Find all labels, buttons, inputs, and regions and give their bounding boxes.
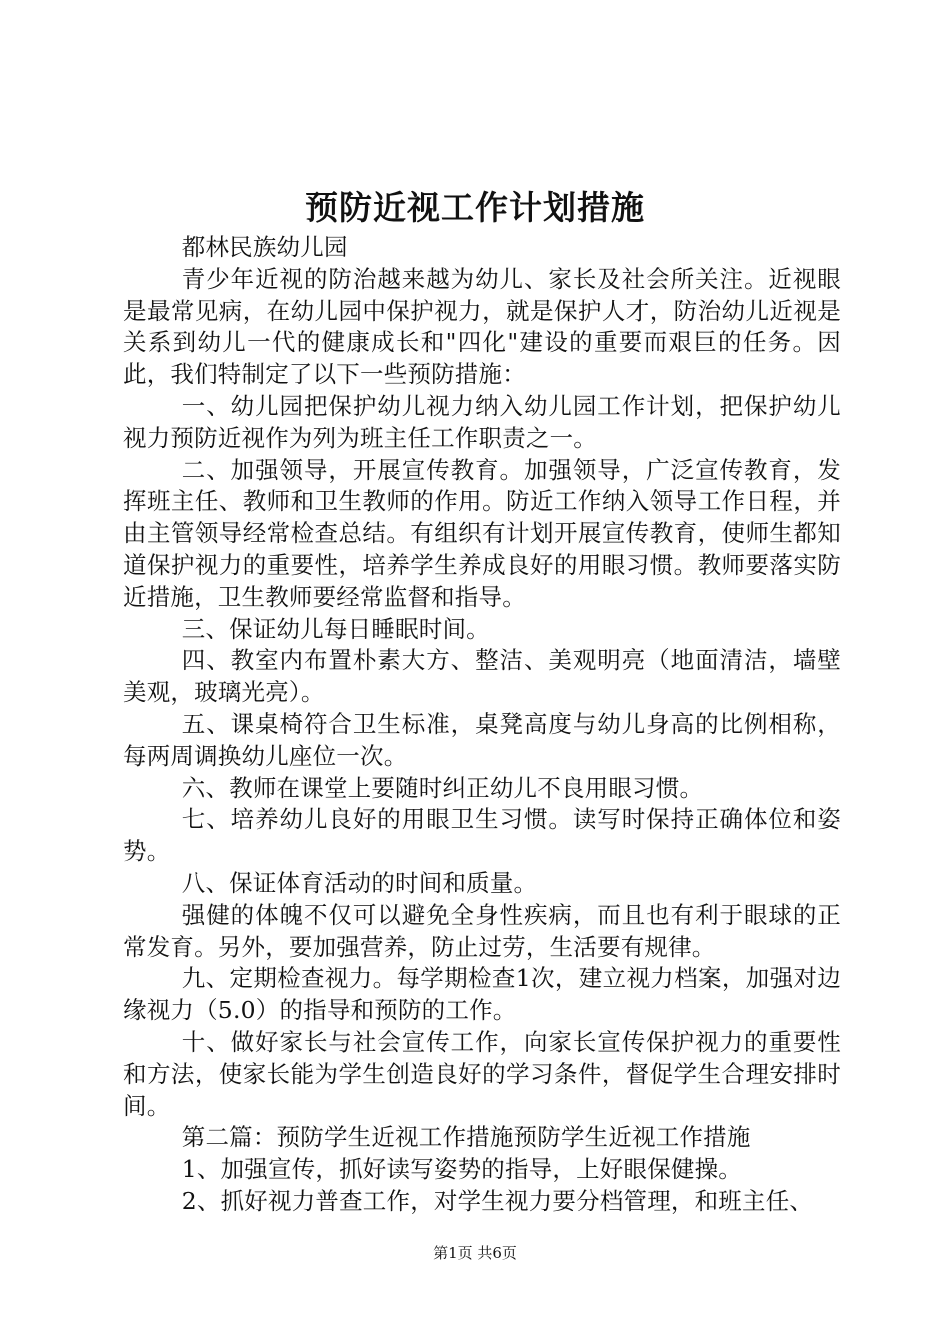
paragraph-item-9: 九、定期检查视力。每学期检查1次，建立视力档案，加强对边缘视力（5.0）的指导和预防的工作。 <box>123 964 841 1025</box>
paragraph-school-name: 都林民族幼儿园 <box>181 233 348 261</box>
paragraph-intro: 青少年近视的防治越来越为幼儿、家长及社会所关注。近视眼是最常见病，在幼儿园中保护视力，就是保护人才，防治幼儿近视是关系到幼儿一代的健康成长和"四化"建设的重要而艰巨的任务。因此，我们特制定了以下一些预防措施： <box>123 264 841 389</box>
document-body <box>123 232 841 1218</box>
page-footer: 第1页 共6页 <box>433 1244 517 1262</box>
paragraph-item-8-detail: 强健的体魄不仅可以避免全身性疾病，而且也有利于眼球的正常发育。另外，要加强营养，防止过劳，生活要有规律。 <box>123 900 841 961</box>
paragraph-item-6: 六、教师在课堂上要随时纠正幼儿不良用眼习惯。 <box>181 773 704 802</box>
paragraph-part-two-item-1: 1、加强宣传，抓好读写姿势的指导，上好眼保健操。 <box>181 1155 743 1184</box>
paragraph-part-two-heading: 第二篇：预防学生近视工作措施预防学生近视工作措施 <box>181 1123 751 1152</box>
paragraph-part-two-item-2: 2、抓好视力普查工作，对学生视力要分档管理，和班主任、 <box>181 1186 814 1215</box>
paragraph-item-3: 三、保证幼儿每日睡眠时间。 <box>181 614 490 643</box>
paragraph-item-2: 二、加强领导，开展宣传教育。加强领导，广泛宣传教育，发挥班主任、教师和卫生教师的作用。防近工作纳入领导工作日程，并由主管领导经常检查总结。有组织有计划开展宣传教育，使师生都知道保护视力的重要性，培养学生养成良好的用眼习惯。教师要落实防近措施，卫生教师要经常监督和指导。 <box>123 455 841 611</box>
paragraph-item-8: 八、保证体育活动的时间和质量。 <box>181 868 538 897</box>
paragraph-item-4: 四、教室内布置朴素大方、整洁、美观明亮（地面清洁，墙壁美观，玻璃光亮）。 <box>123 646 841 707</box>
paragraph-item-10: 十、做好家长与社会宣传工作，向家长宣传保护视力的重要性和方法，使家长能为学生创造良好的学习条件，督促学生合理安排时间。 <box>123 1027 841 1120</box>
paragraph-item-1: 一、幼儿园把保护幼儿视力纳入幼儿园工作计划，把保护幼儿视力预防近视作为列为班主任工作职责之一。 <box>123 391 841 452</box>
document-title: 预防近视工作计划措施 <box>305 188 645 227</box>
paragraph-item-5: 五、课桌椅符合卫生标准，桌凳高度与幼儿身高的比例相称，每两周调换幼儿座位一次。 <box>123 709 841 770</box>
paragraph-item-7: 七、培养幼儿良好的用眼卫生习惯。读写时保持正确体位和姿势。 <box>123 805 841 866</box>
